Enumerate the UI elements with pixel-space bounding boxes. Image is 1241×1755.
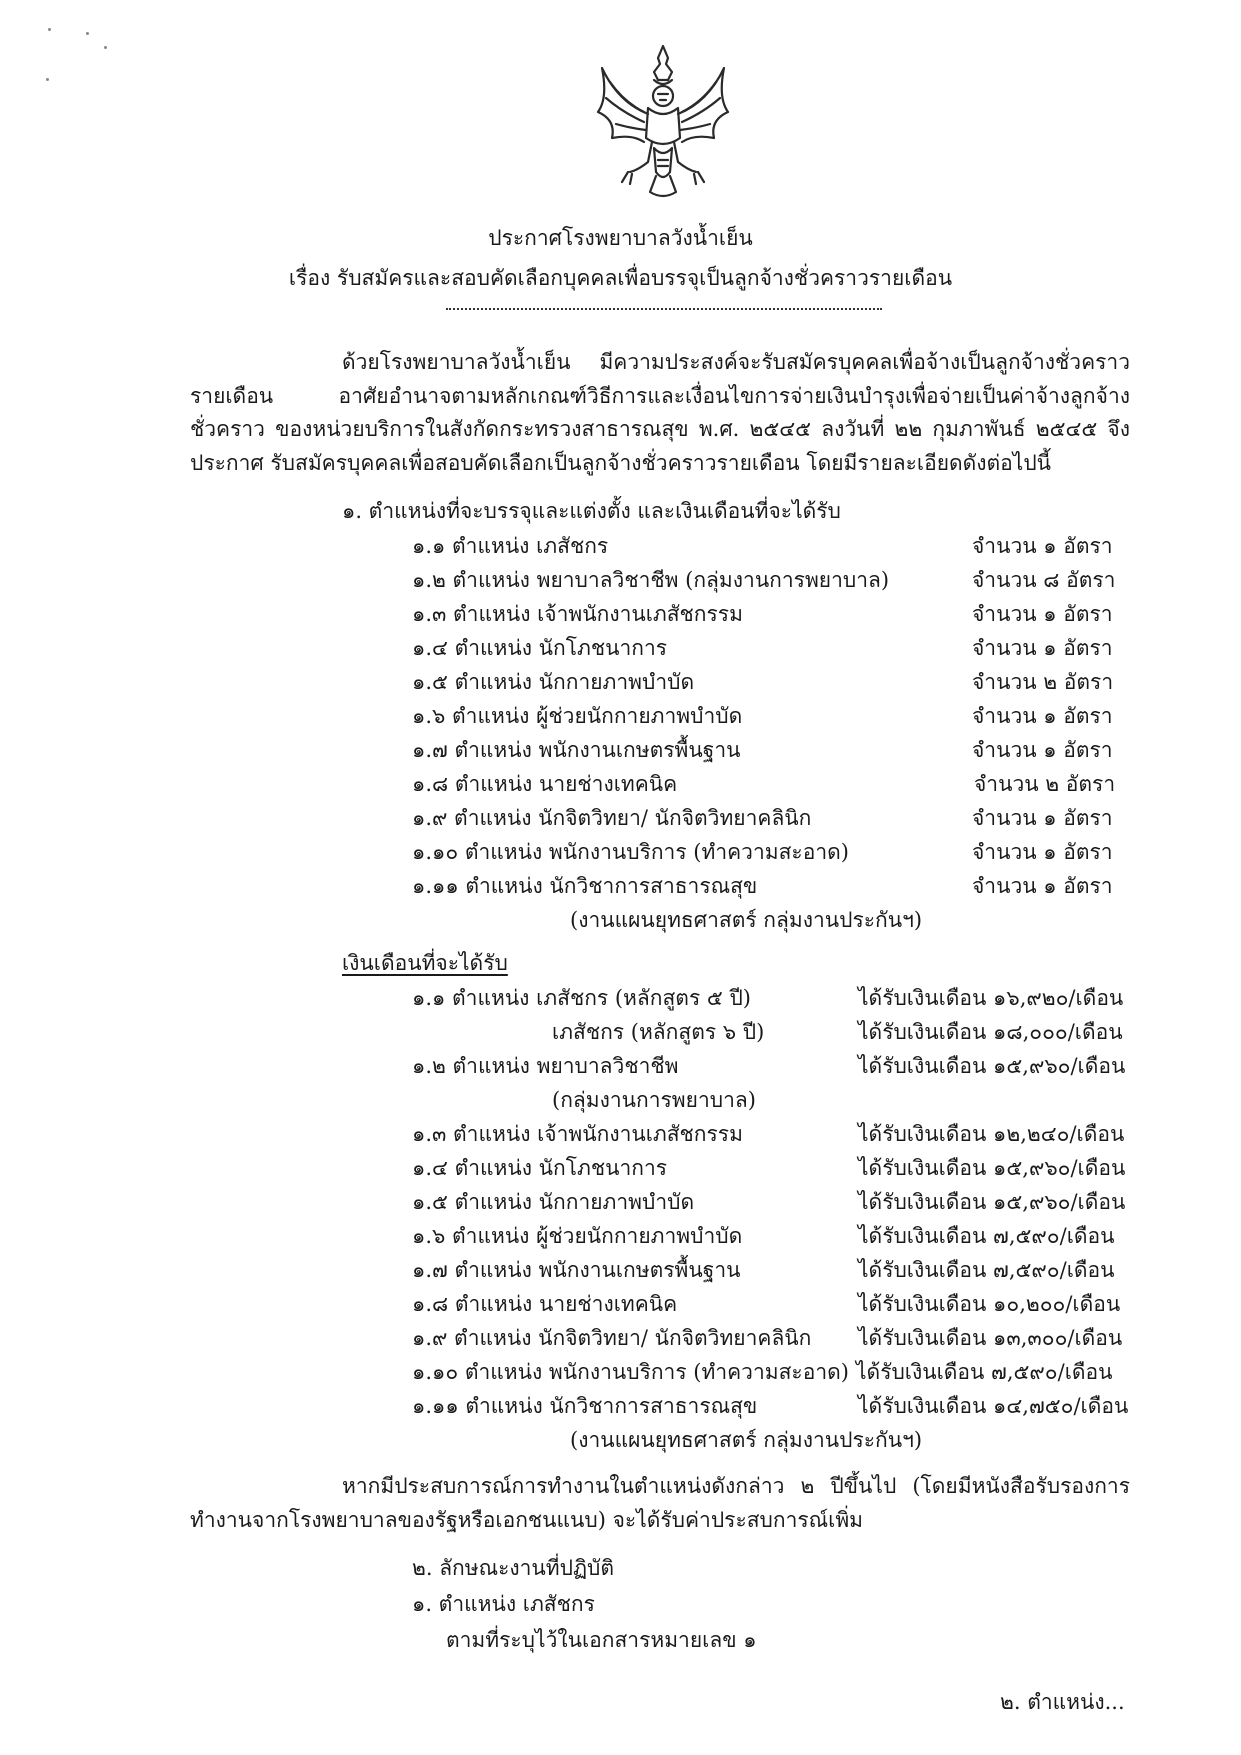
salary-amount: ได้รับเงินเดือน ๑๕,๙๖๐/เดือน xyxy=(858,1054,1126,1078)
position-count: จำนวน ๑ อัตรา xyxy=(972,704,1113,728)
position-label: ๑.๔ ตำแหน่ง นักโภชนาการ xyxy=(412,636,668,660)
section1-heading: ๑. ตำแหน่งที่จะบรรจุและแต่งตั้ง และเงินเดือนที่จะได้รับ xyxy=(342,499,841,523)
scan-speck xyxy=(48,28,51,31)
salary-label: ๑.๒ ตำแหน่ง พยาบาลวิชาชีพ xyxy=(412,1054,679,1078)
position-count: จำนวน ๑ อัตรา xyxy=(972,840,1113,864)
salary-amount: ได้รับเงินเดือน ๑๕,๙๖๐/เดือน xyxy=(858,1190,1126,1214)
position-label: ๑.๑๐ ตำแหน่ง พนักงานบริการ (ทำความสะอาด) xyxy=(412,840,849,864)
section2-item1-detail: ตามที่ระบุไว้ในเอกสารหมายเลข ๑ xyxy=(446,1628,757,1652)
salary-amount: ได้รับเงินเดือน ๗,๕๙๐/เดือน xyxy=(858,1224,1115,1248)
title-divider xyxy=(446,308,882,310)
salary-label: ๑.๖ ตำแหน่ง ผู้ช่วยนักกายภาพบำบัด xyxy=(412,1224,743,1248)
salary-amount: ได้รับเงินเดือน ๑๒,๒๔๐/เดือน xyxy=(858,1122,1125,1146)
position-label: ๑.๕ ตำแหน่ง นักกายภาพบำบัด xyxy=(412,670,695,694)
position-count: จำนวน ๑ อัตรา xyxy=(972,874,1113,898)
position-count: จำนวน ๑ อัตรา xyxy=(972,636,1113,660)
salary-label: ๑.๑ ตำแหน่ง เภสัชกร (หลักสูตร ๕ ปี) xyxy=(412,986,751,1010)
page-continuation: ๒. ตำแหน่ง... xyxy=(1000,1690,1125,1714)
section2-heading: ๒. ลักษณะงานที่ปฏิบัติ xyxy=(412,1556,615,1580)
position-label: ๑.๒ ตำแหน่ง พยาบาลวิชาชีพ (กลุ่มงานการพยาบาล) xyxy=(412,568,890,592)
salary-amount: ได้รับเงินเดือน ๑๘,๐๐๐/เดือน xyxy=(858,1020,1123,1044)
salary-amount: ได้รับเงินเดือน ๑๖,๙๒๐/เดือน xyxy=(858,986,1124,1010)
position-label: ๑.๘ ตำแหน่ง นายช่างเทคนิค xyxy=(412,772,678,796)
scan-speck xyxy=(46,78,49,81)
salary-label: ๑.๘ ตำแหน่ง นายช่างเทคนิค xyxy=(412,1292,678,1316)
intro-paragraph: ด้วยโรงพยาบาลวังน้ำเย็น มีความประสงค์จะรับสมัครบุคคลเพื่อจ้างเป็นลูกจ้างชั่วคราว รายเดือน อาศัยอำนาจตามหลักเกณฑ์วิธีการและเงื่อนไขการจ่ายเงินบำรุงเพื่อจ่ายเป็นค่าจ้างลูกจ้างชั่วคราว ของหน่วยบริการในสังกัดกระทรวงสาธารณสุข พ.ศ. ๒๕๔๕ ลงวันที่ ๒๒ กุมภาพันธ์ ๒๕๔๕ จึงประกาศ รับสมัครบุคคลเพื่อสอบคัดเลือกเป็นลูกจ้างชั่วคราวรายเดือน โดยมีรายละเอียดดังต่อไปนี้ xyxy=(190,350,1130,475)
salary-label: ๑.๓ ตำแหน่ง เจ้าพนักงานเภสัชกรรม xyxy=(412,1122,743,1146)
position-count: จำนวน ๘ อัตรา xyxy=(972,568,1116,592)
salary-label: เภสัชกร (หลักสูตร ๖ ปี) xyxy=(552,1020,765,1044)
experience-paragraph: หากมีประสบการณ์การทำงานในตำแหน่งดังกล่าว ๒ ปีขึ้นไป (โดยมีหนังสือรับรองการ ทำงานจากโรงพยาบาลของรัฐหรือเอกชนแนบ) จะได้รับค่าประสบการณ์เพิ่ม xyxy=(190,1474,1130,1532)
salary-amount: ได้รับเงินเดือน ๑๕,๙๖๐/เดือน xyxy=(858,1156,1126,1180)
salary-amount: ได้รับเงินเดือน ๑๔,๗๕๐/เดือน xyxy=(858,1394,1129,1418)
position-label: ๑.๖ ตำแหน่ง ผู้ช่วยนักกายภาพบำบัด xyxy=(412,704,743,728)
scan-speck xyxy=(104,46,107,49)
salary-label: ๑.๕ ตำแหน่ง นักกายภาพบำบัด xyxy=(412,1190,695,1214)
position-count: จำนวน ๑ อัตรา xyxy=(972,602,1113,626)
announcement-subject: เรื่อง รับสมัครและสอบคัดเลือกบุคคลเพื่อบรรจุเป็นลูกจ้างชั่วคราวรายเดือน xyxy=(288,266,953,290)
salary-label: ๑.๗ ตำแหน่ง พนักงานเกษตรพื้นฐาน xyxy=(412,1258,741,1282)
salary-amount: ได้รับเงินเดือน ๑๐,๒๐๐/เดือน xyxy=(858,1292,1121,1316)
position-count: จำนวน ๒ อัตรา xyxy=(974,772,1116,796)
position-label: ๑.๑ ตำแหน่ง เภสัชกร xyxy=(412,534,609,558)
section2-item1: ๑. ตำแหน่ง เภสัชกร xyxy=(412,1592,595,1616)
salary-amount: ได้รับเงินเดือน ๑๓,๓๐๐/เดือน xyxy=(858,1326,1123,1350)
salary-note-text: (งานแผนยุทธศาสตร์ กลุ่มงานประกันฯ) xyxy=(570,1428,923,1452)
position-label: ๑.๑๑ ตำแหน่ง นักวิชาการสาธารณสุข xyxy=(412,874,758,898)
salary-amount: ได้รับเงินเดือน ๗,๕๙๐/เดือน xyxy=(856,1360,1113,1384)
position-count: จำนวน ๒ อัตรา xyxy=(972,670,1114,694)
position-count: จำนวน ๑ อัตรา xyxy=(972,806,1113,830)
salary-label: ๑.๙ ตำแหน่ง นักจิตวิทยา/ นักจิตวิทยาคลินิก xyxy=(412,1326,812,1350)
position-count: จำนวน ๑ อัตรา xyxy=(972,534,1113,558)
garuda-emblem-icon xyxy=(588,42,738,202)
salary-label: ๑.๑๑ ตำแหน่ง นักวิชาการสาธารณสุข xyxy=(412,1394,758,1418)
scan-speck xyxy=(86,32,89,35)
salary-heading: เงินเดือนที่จะได้รับ xyxy=(342,951,508,975)
position-count: จำนวน ๑ อัตรา xyxy=(972,738,1113,762)
positions-note-text: (งานแผนยุทธศาสตร์ กลุ่มงานประกันฯ) xyxy=(570,908,923,932)
salary-label: (กลุ่มงานการพยาบาล) xyxy=(552,1088,756,1112)
position-label: ๑.๓ ตำแหน่ง เจ้าพนักงานเภสัชกรรม xyxy=(412,602,743,626)
position-label: ๑.๙ ตำแหน่ง นักจิตวิทยา/ นักจิตวิทยาคลินิก xyxy=(412,806,812,830)
position-label: ๑.๗ ตำแหน่ง พนักงานเกษตรพื้นฐาน xyxy=(412,738,741,762)
announcement-title: ประกาศโรงพยาบาลวังน้ำเย็น xyxy=(488,226,753,250)
salary-label: ๑.๑๐ ตำแหน่ง พนักงานบริการ (ทำความสะอาด) xyxy=(412,1360,849,1384)
salary-label: ๑.๔ ตำแหน่ง นักโภชนาการ xyxy=(412,1156,668,1180)
salary-amount: ได้รับเงินเดือน ๗,๕๙๐/เดือน xyxy=(858,1258,1115,1282)
